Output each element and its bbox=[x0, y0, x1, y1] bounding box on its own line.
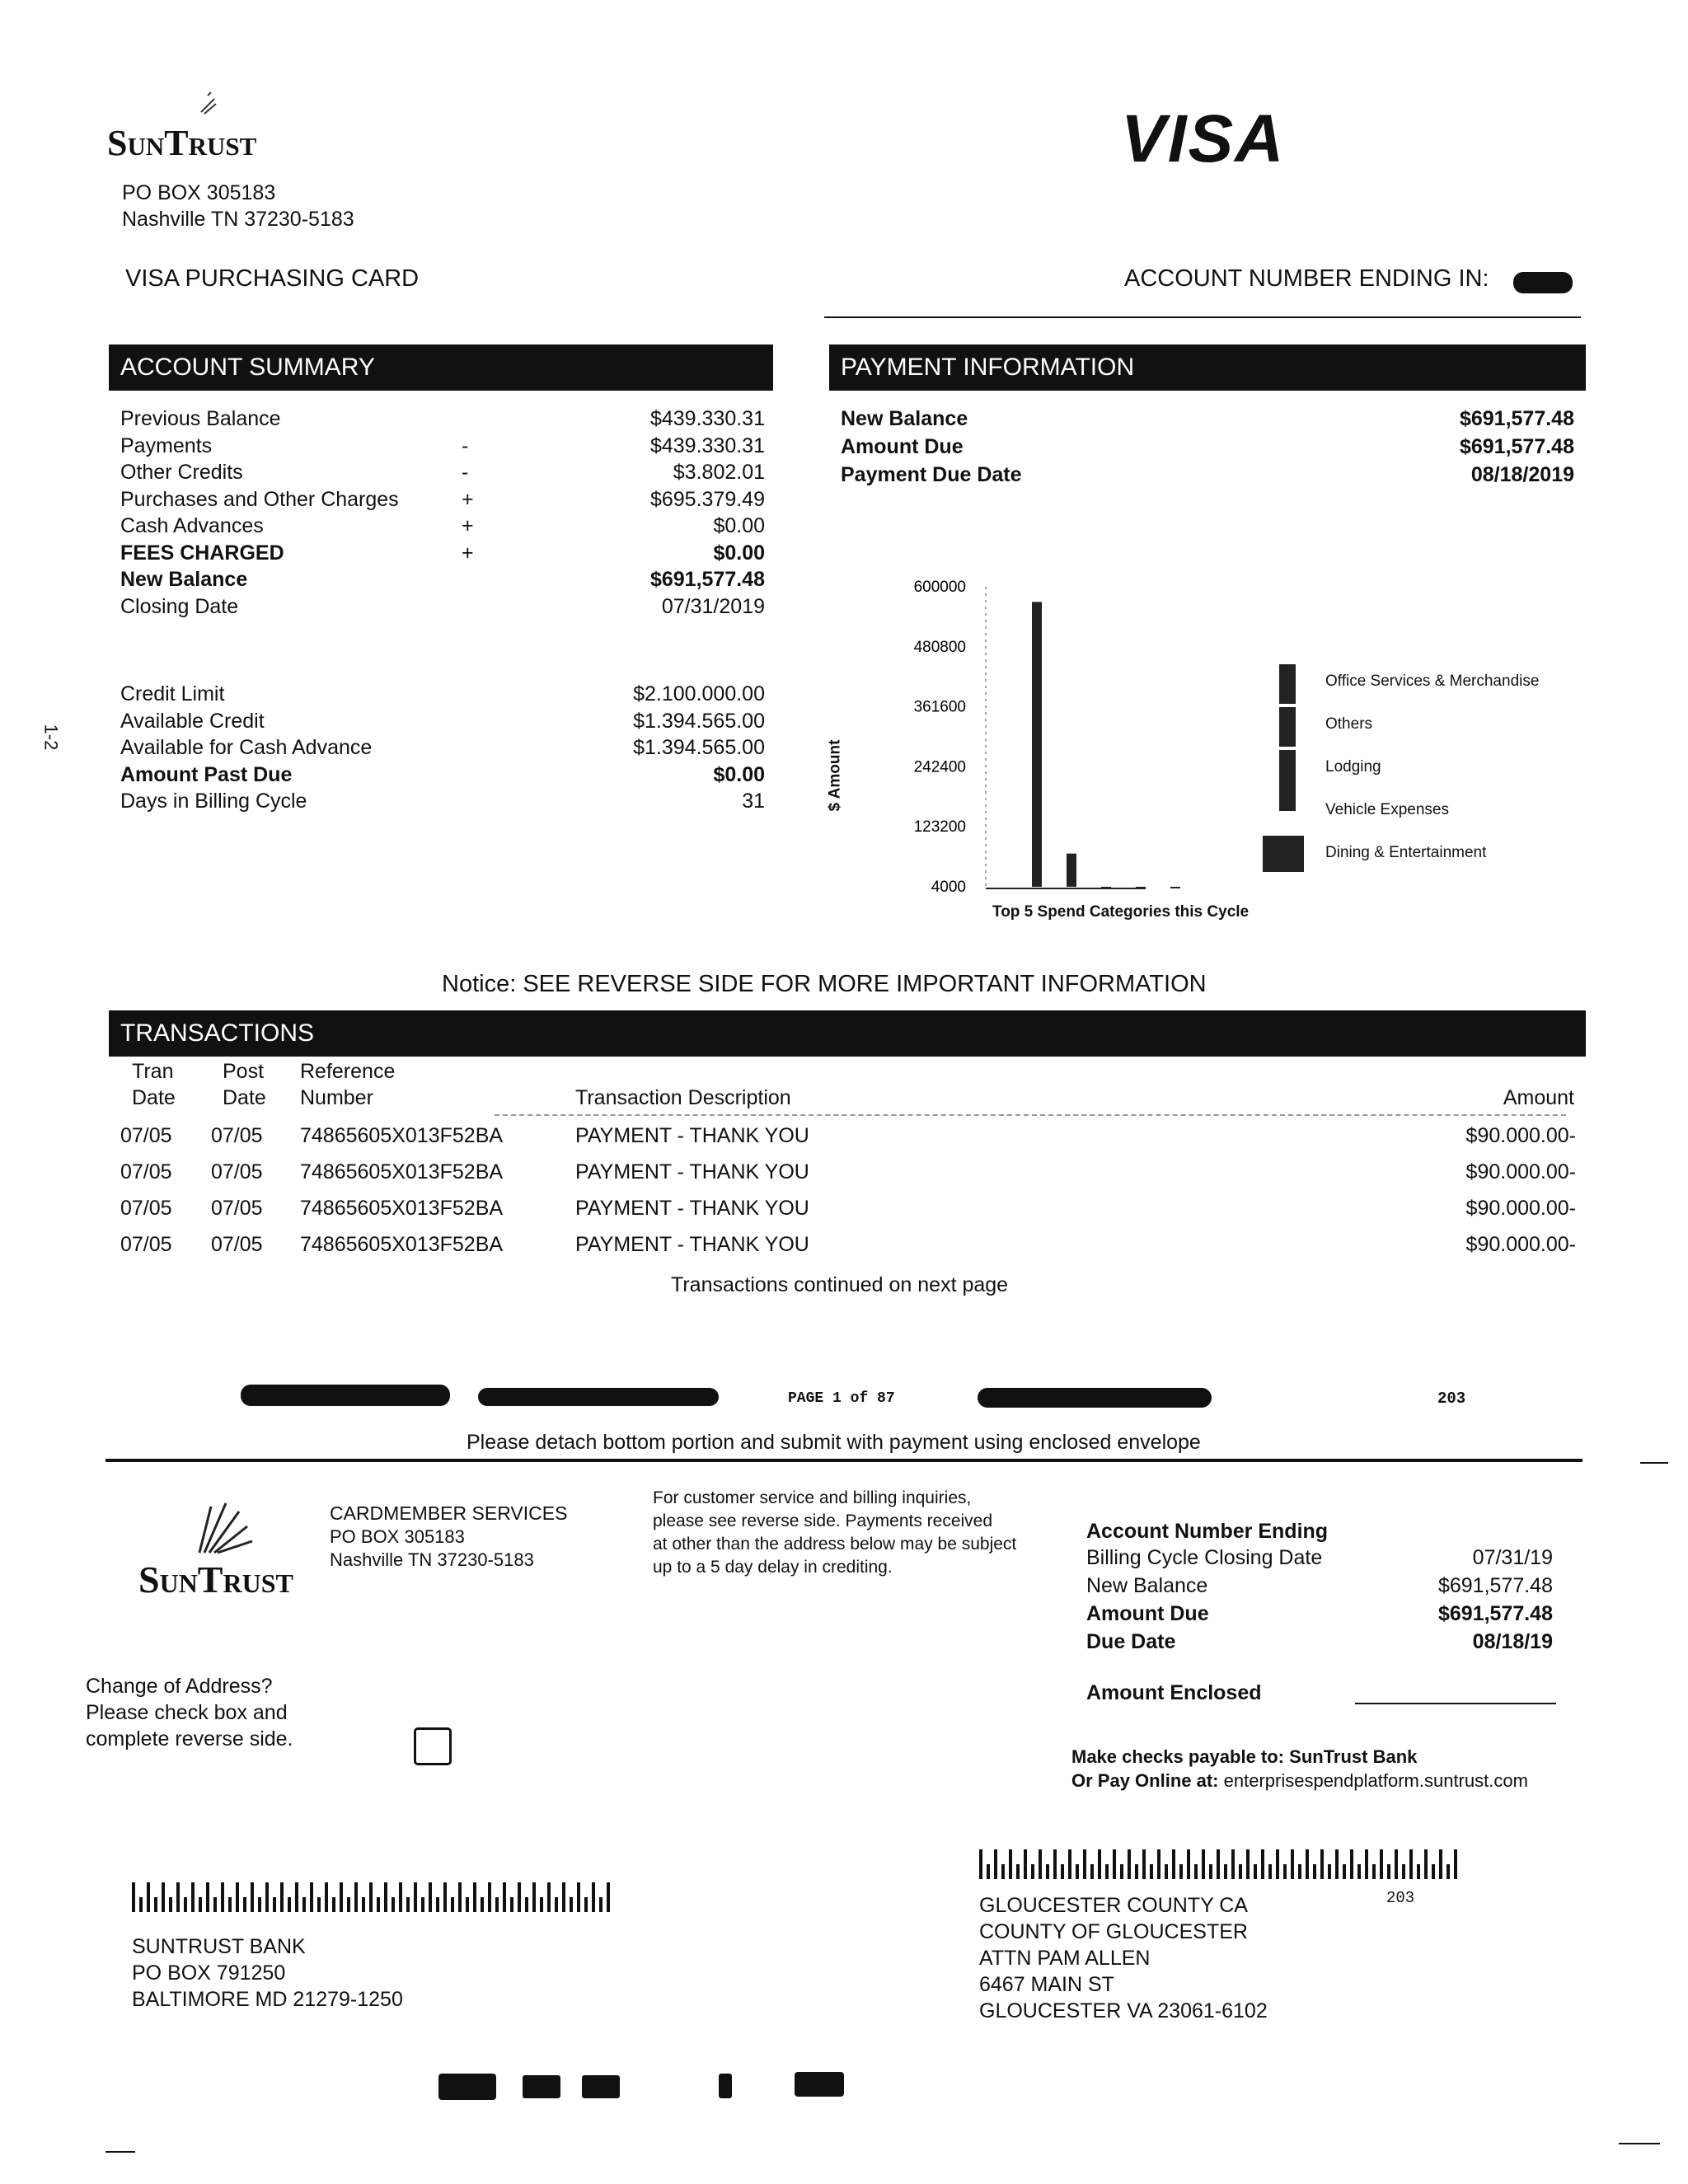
spend-chart bbox=[824, 569, 1615, 931]
barcode-bar bbox=[421, 1897, 424, 1912]
barcode-bar bbox=[1009, 1849, 1012, 1879]
chart-bar bbox=[1101, 887, 1111, 888]
chart-y-tick-label: 600000 bbox=[913, 579, 966, 596]
barcode-bar bbox=[1439, 1849, 1442, 1879]
bank-address-line2: Nashville TN 37230-5183 bbox=[122, 208, 354, 231]
payment-row-label: Payment Due Date bbox=[841, 463, 1022, 486]
barcode-bar bbox=[1217, 1849, 1220, 1879]
remit-field-value: $691,577.48 bbox=[1437, 1602, 1553, 1625]
postal-barcode-remit bbox=[132, 1879, 610, 1912]
barcode-bar bbox=[1409, 1849, 1413, 1879]
summary-row-label: Payments bbox=[120, 434, 213, 457]
barcode-bar bbox=[979, 1849, 982, 1879]
txn-reference: 74865605X013F52BA bbox=[300, 1233, 504, 1256]
summary-row-value: $439.330.31 bbox=[649, 434, 765, 457]
header-rule bbox=[824, 316, 1581, 318]
detach-instructions: Please detach bottom portion and submit with payment using enclosed envelope bbox=[467, 1431, 1201, 1454]
barcode-bar bbox=[1283, 1864, 1287, 1879]
chart-y-tick-label: 361600 bbox=[913, 698, 966, 716]
barcode-bar bbox=[547, 1882, 551, 1912]
customer-address-line: 6467 MAIN ST bbox=[979, 1973, 1114, 1996]
barcode-bar bbox=[510, 1897, 513, 1912]
remit-field-label: Billing Cycle Closing Date bbox=[1086, 1546, 1323, 1569]
col-tran-2: Date bbox=[132, 1086, 176, 1109]
summary-row-value: $3.802.01 bbox=[673, 461, 765, 484]
barcode-bar bbox=[399, 1882, 402, 1912]
customer-address-line: GLOUCESTER VA 23061-6102 bbox=[979, 1999, 1268, 2022]
legend-label: Lodging bbox=[1325, 758, 1381, 776]
header-divider bbox=[495, 1114, 1566, 1116]
barcode-bar bbox=[332, 1897, 335, 1912]
barcode-bar bbox=[1187, 1849, 1190, 1879]
remit-field-label: Amount Due bbox=[1086, 1602, 1209, 1625]
col-ref-2: Number bbox=[300, 1086, 373, 1109]
barcode-bar bbox=[607, 1882, 610, 1912]
barcode-bar bbox=[1387, 1864, 1390, 1879]
remit-address-line: BALTIMORE MD 21279-1250 bbox=[132, 1988, 403, 2011]
barcode-bar bbox=[414, 1882, 417, 1912]
barcode-bar bbox=[1209, 1864, 1212, 1879]
barcode-bar bbox=[184, 1897, 187, 1912]
barcode-bar bbox=[1046, 1864, 1049, 1879]
barcode-bar bbox=[139, 1897, 143, 1912]
barcode-bar bbox=[1350, 1849, 1353, 1879]
barcode-bar bbox=[1231, 1849, 1235, 1879]
transactions-header: TRANSACTIONS bbox=[109, 1010, 1586, 1057]
barcode-bar bbox=[1246, 1849, 1250, 1879]
barcode-bar bbox=[488, 1882, 491, 1912]
barcode-bar bbox=[288, 1897, 291, 1912]
remit-field-value: $691,577.48 bbox=[1437, 1574, 1553, 1597]
change-address-line: Please check box and bbox=[86, 1701, 288, 1724]
payment-row-label: New Balance bbox=[841, 407, 968, 430]
barcode-bar bbox=[1343, 1864, 1346, 1879]
checks-payable-value: SunTrust Bank bbox=[1289, 1746, 1418, 1767]
barcode-bar bbox=[1276, 1849, 1279, 1879]
credit-row-value: $0.00 bbox=[713, 762, 765, 786]
bank-name-stub: SunTrust bbox=[138, 1558, 293, 1601]
txn-tran-date: 07/05 bbox=[120, 1233, 172, 1256]
barcode-bar bbox=[1172, 1849, 1175, 1879]
card-product: VISA PURCHASING CARD bbox=[125, 265, 420, 292]
barcode-bar bbox=[987, 1864, 990, 1879]
customer-code: 203 bbox=[1386, 1889, 1415, 1907]
postal-barcode-customer bbox=[979, 1846, 1457, 1879]
barcode-bar bbox=[495, 1897, 499, 1912]
redacted-block-5 bbox=[523, 2075, 560, 2098]
credit-row-label: Credit Limit bbox=[120, 682, 225, 705]
summary-row-label: New Balance bbox=[120, 568, 248, 591]
chart-title: Top 5 Spend Categories this Cycle bbox=[992, 903, 1250, 921]
txn-post-date: 07/05 bbox=[211, 1124, 263, 1147]
legend-label: Office Services & Merchandise bbox=[1325, 673, 1540, 690]
summary-row-label: Purchases and Other Charges bbox=[120, 487, 399, 511]
col-description: Transaction Description bbox=[575, 1086, 791, 1109]
barcode-bar bbox=[1424, 1849, 1428, 1879]
service-note-line: up to a 5 day delay in crediting. bbox=[653, 1558, 893, 1577]
barcode-bar bbox=[458, 1882, 462, 1912]
barcode-bar bbox=[221, 1882, 224, 1912]
barcode-bar bbox=[1061, 1864, 1064, 1879]
redacted-block-4 bbox=[438, 2074, 496, 2100]
barcode-bar bbox=[466, 1897, 469, 1912]
barcode-bar bbox=[1254, 1864, 1257, 1879]
barcode-bar bbox=[481, 1897, 484, 1912]
col-tran-1: Tran bbox=[132, 1060, 174, 1083]
barcode-bar bbox=[532, 1882, 536, 1912]
chart-bar bbox=[1136, 887, 1146, 888]
credit-row-label: Available for Cash Advance bbox=[120, 736, 373, 759]
barcode-bar bbox=[1298, 1864, 1301, 1879]
credit-row-label: Days in Billing Cycle bbox=[120, 790, 307, 813]
checks-payable bbox=[1071, 1745, 1417, 1769]
summary-row-value: 07/31/2019 bbox=[661, 594, 765, 618]
margin-mark-bottom-left bbox=[106, 2151, 135, 2153]
redacted-block-3 bbox=[978, 1388, 1212, 1408]
chart-bar bbox=[1067, 854, 1076, 887]
barcode-bar bbox=[295, 1882, 298, 1912]
barcode-bar bbox=[362, 1897, 365, 1912]
transactions-continued: Transactions continued on next page bbox=[671, 1273, 1009, 1296]
barcode-bar bbox=[1076, 1864, 1079, 1879]
barcode-bar bbox=[1142, 1849, 1146, 1879]
barcode-bar bbox=[1380, 1849, 1383, 1879]
col-ref-1: Reference bbox=[300, 1060, 396, 1083]
barcode-bar bbox=[1402, 1864, 1405, 1879]
barcode-bar bbox=[1053, 1849, 1057, 1879]
service-note-line: at other than the address below may be subject bbox=[653, 1535, 1017, 1554]
sun-rays-icon bbox=[163, 1498, 254, 1556]
col-post-2: Date bbox=[223, 1086, 266, 1109]
redacted-block-7 bbox=[719, 2074, 732, 2098]
barcode-bar bbox=[1090, 1864, 1094, 1879]
page-number: PAGE 1 of 87 bbox=[788, 1390, 895, 1407]
barcode-bar bbox=[1432, 1864, 1435, 1879]
legend-swatch bbox=[1279, 750, 1296, 793]
payment-row-value: $691,577.48 bbox=[1459, 407, 1574, 430]
summary-row-label: Cash Advances bbox=[120, 514, 264, 537]
pay-online-label: Or Pay Online at: bbox=[1071, 1770, 1219, 1791]
barcode-bar bbox=[251, 1882, 254, 1912]
txn-reference: 74865605X013F52BA bbox=[300, 1124, 504, 1147]
change-of-address-checkbox[interactable] bbox=[414, 1727, 452, 1765]
margin-mark-bottom-right bbox=[1619, 2143, 1660, 2144]
barcode-bar bbox=[1454, 1849, 1457, 1879]
barcode-bar bbox=[258, 1897, 261, 1912]
remit-field-value: 08/18/19 bbox=[1472, 1630, 1553, 1653]
chart-bar bbox=[1170, 887, 1180, 888]
bank-address-line1: PO BOX 305183 bbox=[122, 181, 276, 204]
summary-row-value: $691,577.48 bbox=[649, 568, 765, 591]
credit-row-value: $1.394.565.00 bbox=[633, 709, 765, 733]
customer-address-line: ATTN PAM ALLEN bbox=[979, 1947, 1151, 1970]
sun-icon bbox=[198, 91, 218, 115]
col-post-1: Post bbox=[223, 1060, 265, 1083]
barcode-bar bbox=[347, 1897, 350, 1912]
barcode-bar bbox=[236, 1882, 239, 1912]
account-number-ending-label: Account Number Ending bbox=[1086, 1520, 1329, 1543]
txn-post-date: 07/05 bbox=[211, 1160, 263, 1183]
barcode-bar bbox=[1120, 1864, 1123, 1879]
credit-row-value: $2.100.000.00 bbox=[633, 682, 765, 705]
barcode-bar bbox=[406, 1897, 410, 1912]
barcode-bar bbox=[1113, 1849, 1116, 1879]
legend-label: Vehicle Expenses bbox=[1325, 801, 1449, 818]
barcode-bar bbox=[206, 1882, 209, 1912]
barcode-bar bbox=[599, 1897, 603, 1912]
barcode-bar bbox=[540, 1897, 543, 1912]
payment-row-value: $691,577.48 bbox=[1459, 435, 1574, 458]
legend-swatch bbox=[1279, 793, 1296, 811]
barcode-bar bbox=[302, 1897, 306, 1912]
txn-amount: $90.000.00- bbox=[1465, 1197, 1576, 1220]
barcode-bar bbox=[340, 1882, 343, 1912]
barcode-bar bbox=[1357, 1864, 1361, 1879]
barcode-bar bbox=[1320, 1849, 1324, 1879]
barcode-bar bbox=[429, 1882, 432, 1912]
barcode-bar bbox=[310, 1882, 313, 1912]
summary-row-value: $0.00 bbox=[713, 514, 765, 537]
page-code: 203 bbox=[1437, 1390, 1466, 1408]
barcode-bar bbox=[1194, 1864, 1198, 1879]
amount-enclosed-line[interactable] bbox=[1355, 1703, 1556, 1704]
barcode-bar bbox=[191, 1882, 195, 1912]
credit-row-label: Available Credit bbox=[120, 709, 265, 733]
payment-information-header: PAYMENT INFORMATION bbox=[829, 344, 1586, 391]
summary-row-label: Previous Balance bbox=[120, 407, 281, 430]
side-mark: 1-2 bbox=[40, 724, 62, 751]
txn-tran-date: 07/05 bbox=[120, 1160, 172, 1183]
chart-y-tick-label: 123200 bbox=[913, 818, 966, 837]
summary-row-sign: + bbox=[462, 541, 474, 565]
summary-row-sign: + bbox=[462, 487, 474, 511]
checks-payable-label: Make checks payable to: bbox=[1071, 1746, 1285, 1767]
barcode-bar bbox=[273, 1897, 276, 1912]
summary-row-value: $439.330.31 bbox=[649, 407, 765, 430]
barcode-bar bbox=[555, 1897, 558, 1912]
barcode-bar bbox=[443, 1882, 447, 1912]
margin-mark-right bbox=[1640, 1462, 1668, 1464]
summary-row-value: $695.379.49 bbox=[649, 487, 765, 511]
change-address-line: Change of Address? bbox=[86, 1675, 273, 1698]
redacted-block-1 bbox=[241, 1385, 450, 1406]
barcode-bar bbox=[392, 1897, 395, 1912]
barcode-bar bbox=[473, 1882, 476, 1912]
legend-swatch bbox=[1279, 707, 1296, 747]
barcode-bar bbox=[377, 1897, 380, 1912]
barcode-bar bbox=[1135, 1864, 1138, 1879]
txn-description: PAYMENT - THANK YOU bbox=[575, 1160, 809, 1183]
txn-amount: $90.000.00- bbox=[1465, 1233, 1576, 1256]
redacted-block-6 bbox=[582, 2075, 620, 2098]
barcode-bar bbox=[1224, 1864, 1227, 1879]
payment-row-value: 08/18/2019 bbox=[1470, 463, 1574, 486]
service-note-line: please see reverse side. Payments received bbox=[653, 1511, 993, 1530]
barcode-bar bbox=[1291, 1849, 1294, 1879]
barcode-bar bbox=[162, 1882, 165, 1912]
barcode-bar bbox=[1128, 1849, 1131, 1879]
credit-row-label: Amount Past Due bbox=[120, 762, 293, 786]
spend-chart-svg bbox=[824, 569, 1615, 931]
summary-row-sign: - bbox=[462, 434, 469, 457]
remit-field-label: New Balance bbox=[1086, 1574, 1208, 1597]
summary-row-value: $0.00 bbox=[713, 541, 765, 565]
legend-label: Others bbox=[1325, 715, 1373, 733]
barcode-bar bbox=[994, 1849, 997, 1879]
barcode-bar bbox=[169, 1897, 172, 1912]
barcode-bar bbox=[1016, 1864, 1020, 1879]
redacted-block-8 bbox=[795, 2072, 844, 2097]
barcode-bar bbox=[1372, 1864, 1376, 1879]
cardmember-address-line1: PO BOX 305183 bbox=[330, 1526, 465, 1547]
barcode-bar bbox=[1306, 1849, 1309, 1879]
barcode-bar bbox=[213, 1897, 217, 1912]
barcode-bar bbox=[325, 1882, 328, 1912]
barcode-bar bbox=[1024, 1849, 1027, 1879]
txn-amount: $90.000.00- bbox=[1465, 1124, 1576, 1147]
barcode-bar bbox=[354, 1882, 358, 1912]
txn-reference: 74865605X013F52BA bbox=[300, 1197, 504, 1220]
legend-label: Dining & Entertainment bbox=[1325, 844, 1487, 861]
barcode-bar bbox=[518, 1882, 521, 1912]
barcode-bar bbox=[369, 1882, 373, 1912]
summary-row-label: Closing Date bbox=[120, 594, 239, 618]
barcode-bar bbox=[1039, 1849, 1042, 1879]
visa-logo: VISA bbox=[1121, 101, 1286, 176]
barcode-bar bbox=[592, 1882, 595, 1912]
credit-row-value: $1.394.565.00 bbox=[633, 736, 765, 759]
txn-post-date: 07/05 bbox=[211, 1197, 263, 1220]
txn-description: PAYMENT - THANK YOU bbox=[575, 1233, 809, 1256]
txn-amount: $90.000.00- bbox=[1465, 1160, 1576, 1183]
barcode-bar bbox=[1179, 1864, 1183, 1879]
barcode-bar bbox=[154, 1897, 157, 1912]
legend-swatch bbox=[1279, 664, 1296, 704]
barcode-bar bbox=[1083, 1849, 1086, 1879]
chart-bar bbox=[1032, 602, 1042, 887]
barcode-bar bbox=[1395, 1849, 1398, 1879]
barcode-bar bbox=[1202, 1849, 1205, 1879]
barcode-bar bbox=[1268, 1864, 1272, 1879]
amount-enclosed-label: Amount Enclosed bbox=[1086, 1681, 1262, 1704]
account-summary-header: ACCOUNT SUMMARY bbox=[109, 344, 773, 391]
chart-y-tick-label: 480800 bbox=[913, 638, 966, 656]
barcode-bar bbox=[132, 1882, 135, 1912]
barcode-bar bbox=[436, 1897, 439, 1912]
col-amount: Amount bbox=[1503, 1086, 1574, 1109]
barcode-bar bbox=[1165, 1864, 1168, 1879]
txn-description: PAYMENT - THANK YOU bbox=[575, 1124, 809, 1147]
remit-field-value: 07/31/19 bbox=[1472, 1546, 1553, 1569]
barcode-bar bbox=[1157, 1849, 1160, 1879]
barcode-bar bbox=[1150, 1864, 1153, 1879]
barcode-bar bbox=[243, 1897, 246, 1912]
barcode-bar bbox=[1365, 1849, 1368, 1879]
chart-y-tick-label: 4000 bbox=[931, 879, 966, 896]
payment-row-label: Amount Due bbox=[841, 435, 964, 458]
summary-row-sign: + bbox=[462, 514, 474, 537]
barcode-bar bbox=[1313, 1864, 1316, 1879]
credit-row-value: 31 bbox=[742, 790, 765, 813]
remit-address-line: SUNTRUST BANK bbox=[132, 1935, 306, 1958]
barcode-bar bbox=[1261, 1849, 1264, 1879]
barcode-bar bbox=[176, 1882, 180, 1912]
pay-online-url[interactable]: enterprisespendplatform.suntrust.com bbox=[1223, 1770, 1528, 1791]
barcode-bar bbox=[1068, 1849, 1071, 1879]
summary-row-label: FEES CHARGED bbox=[120, 541, 284, 565]
account-number-label: ACCOUNT NUMBER ENDING IN: bbox=[1124, 265, 1489, 292]
barcode-bar bbox=[584, 1897, 588, 1912]
summary-row-label: Other Credits bbox=[120, 461, 243, 484]
chart-y-axis-label: $ Amount bbox=[826, 739, 844, 812]
barcode-bar bbox=[1001, 1864, 1005, 1879]
barcode-bar bbox=[577, 1882, 580, 1912]
barcode-bar bbox=[503, 1882, 506, 1912]
barcode-bar bbox=[147, 1882, 150, 1912]
pay-online bbox=[1071, 1769, 1528, 1793]
remit-address-line: PO BOX 791250 bbox=[132, 1961, 286, 1985]
barcode-bar bbox=[1098, 1849, 1101, 1879]
barcode-bar bbox=[1031, 1864, 1034, 1879]
txn-description: PAYMENT - THANK YOU bbox=[575, 1197, 809, 1220]
cardmember-services-title: CARDMEMBER SERVICES bbox=[330, 1502, 568, 1524]
remit-field-label: Due Date bbox=[1086, 1630, 1176, 1653]
txn-reference: 74865605X013F52BA bbox=[300, 1160, 504, 1183]
cardmember-address-line2: Nashville TN 37230-5183 bbox=[330, 1549, 534, 1570]
barcode-bar bbox=[317, 1897, 321, 1912]
customer-address-line: GLOUCESTER COUNTY CA bbox=[979, 1894, 1248, 1917]
service-note-line: For customer service and billing inquiries, bbox=[653, 1488, 972, 1507]
txn-tran-date: 07/05 bbox=[120, 1197, 172, 1220]
barcode-bar bbox=[562, 1882, 565, 1912]
barcode-bar bbox=[1447, 1864, 1450, 1879]
txn-tran-date: 07/05 bbox=[120, 1124, 172, 1147]
barcode-bar bbox=[570, 1897, 573, 1912]
barcode-bar bbox=[1239, 1864, 1242, 1879]
barcode-bar bbox=[1335, 1849, 1339, 1879]
legend-swatch bbox=[1263, 836, 1304, 872]
redacted-block-2 bbox=[478, 1388, 719, 1406]
redacted-account-number bbox=[1513, 272, 1573, 293]
customer-address-line: COUNTY OF GLOUCESTER bbox=[979, 1920, 1248, 1943]
barcode-bar bbox=[384, 1882, 387, 1912]
bank-name: SunTrust bbox=[107, 123, 257, 163]
summary-row-sign: - bbox=[462, 461, 469, 484]
barcode-bar bbox=[525, 1897, 528, 1912]
barcode-bar bbox=[451, 1897, 454, 1912]
barcode-bar bbox=[199, 1897, 202, 1912]
barcode-bar bbox=[280, 1882, 284, 1912]
detach-line bbox=[106, 1459, 1582, 1462]
barcode-bar bbox=[265, 1882, 269, 1912]
chart-y-tick-label: 242400 bbox=[913, 758, 966, 776]
barcode-bar bbox=[228, 1897, 232, 1912]
barcode-bar bbox=[1105, 1864, 1109, 1879]
barcode-bar bbox=[1328, 1864, 1331, 1879]
notice: Notice: SEE REVERSE SIDE FOR MORE IMPORTANT INFORMATION bbox=[442, 971, 1207, 997]
txn-post-date: 07/05 bbox=[211, 1233, 263, 1256]
barcode-bar bbox=[1417, 1864, 1420, 1879]
change-address-line: complete reverse side. bbox=[86, 1727, 293, 1750]
